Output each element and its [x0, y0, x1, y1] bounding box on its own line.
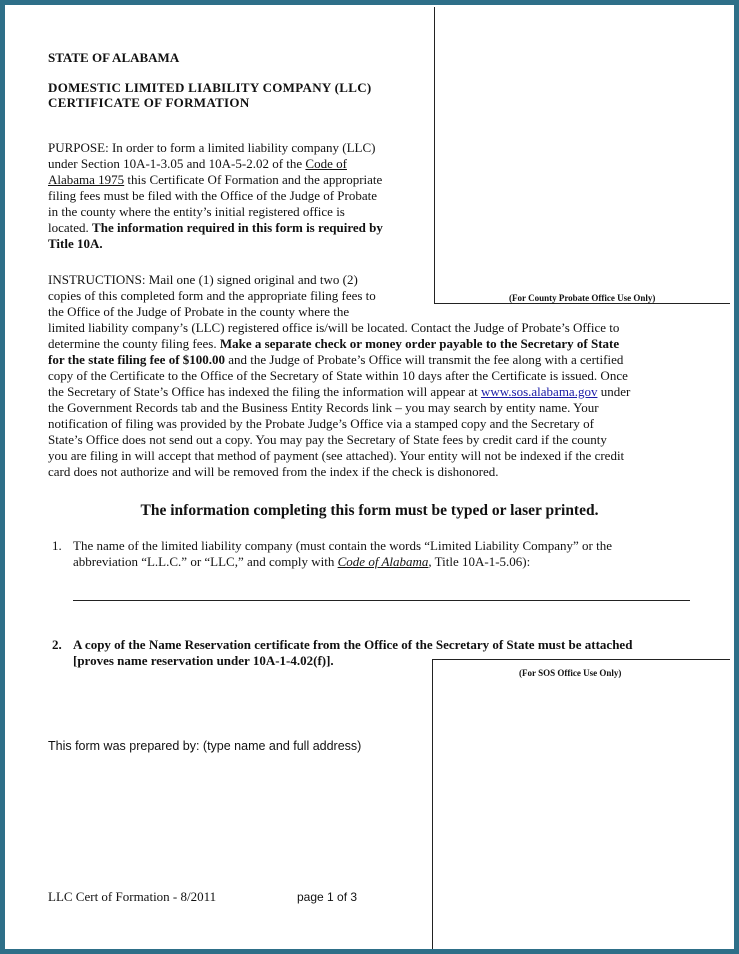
purpose-line: Title 10A. — [48, 236, 103, 251]
instructions-line: determine the county filing fees. Make a separate check or money order payable to the Secretary of State — [48, 336, 620, 351]
purpose-line: under Section 10A-1-3.05 and 10A-5-2.02 of the Code of — [48, 156, 347, 171]
purpose-line: filing fees must be filed with the Office of the Judge of Probate — [48, 188, 378, 203]
county-probate-box — [434, 7, 730, 304]
item2-number: 2. — [52, 637, 62, 652]
item1-line: abbreviation “L.L.C.” or “LLC,” and comply with Code of Alabama, Title 10A-1-5.06): — [73, 554, 531, 569]
form-page — [5, 5, 734, 949]
instructions-line: copies of this completed form and the appropriate filing fees to — [48, 288, 376, 303]
page-number: page 1 of 3 — [297, 890, 358, 904]
item1-line: The name of the limited liability company (must contain the words “Limited Liability Company” or the — [73, 538, 613, 553]
instructions-line: notification of filing was provided by the Probate Judge’s Office via a stamped copy and the Secretary of — [48, 416, 594, 431]
instructions-line: for the state filing fee of $100.00 and the Judge of Probate’s Office will transmit the fee along with a certified — [48, 352, 624, 367]
purpose-line: located. The information required in this form is required by — [48, 220, 383, 235]
purpose-line: in the county where the entity’s initial registered office is — [48, 204, 345, 219]
code-of-alabama-ref: Alabama 1975 — [48, 172, 125, 187]
instructions-line: INSTRUCTIONS: Mail one (1) signed original and two (2) — [48, 272, 358, 287]
instructions-line: the Office of the Judge of Probate in the county where the — [48, 304, 350, 319]
sos-website-link[interactable]: www.sos.alabama.gov — [480, 384, 598, 399]
purpose-line: Alabama 1975 this Certificate Of Formation and the appropriate — [48, 172, 383, 187]
instructions-line: State’s Office does not send out a copy. You may pay the Secretary of State fees by credit card if the county — [48, 432, 607, 447]
instructions-line: you are filing in will accept that method of payment (see attached). Your entity will not be indexed if the credit — [48, 448, 625, 463]
purpose-line: PURPOSE: In order to form a limited liability company (LLC) — [48, 140, 376, 155]
llc-name-input-line[interactable] — [73, 600, 690, 601]
instructions-line: the Government Records tab and the Business Entity Records link – you may search by entity name. Your — [48, 400, 599, 415]
item2-line: A copy of the Name Reservation certificate from the Office of the Secretary of State must be attached — [73, 637, 633, 652]
typed-notice: The information completing this form must be typed or laser printed. — [140, 502, 599, 519]
state-heading: STATE OF ALABAMA — [48, 50, 180, 65]
instructions-line: the Secretary of State’s Office has indexed the filing the information will appear at www.sos.alabama.gov under — [48, 384, 631, 399]
form-title-line1: DOMESTIC LIMITED LIABILITY COMPANY (LLC) — [48, 80, 372, 95]
prepared-by-label: This form was prepared by: (type name and full address) — [48, 739, 362, 753]
item2-line: [proves name reservation under 10A-1-4.02(f)]. — [73, 653, 334, 668]
county-probate-box-label: (For County Probate Office Use Only) — [509, 293, 656, 303]
form-identifier: LLC Cert of Formation - 8/2011 — [48, 889, 217, 904]
item1-number: 1. — [52, 538, 62, 553]
sos-office-box-label: (For SOS Office Use Only) — [519, 668, 622, 678]
sos-office-box — [432, 659, 730, 949]
instructions-line: limited liability company’s (LLC) registered office is/will be located. Contact the Judge of Probate’s Office to — [48, 320, 620, 335]
instructions-line: copy of the Certificate to the Office of the Secretary of State within 10 days after the Certificate is issued. Once — [48, 368, 628, 383]
code-of-alabama-ref: Code of — [305, 156, 347, 171]
form-title-line2: CERTIFICATE OF FORMATION — [48, 95, 250, 110]
instructions-line: card does not authorize and will be removed from the index if the check is dishonored. — [48, 464, 499, 479]
